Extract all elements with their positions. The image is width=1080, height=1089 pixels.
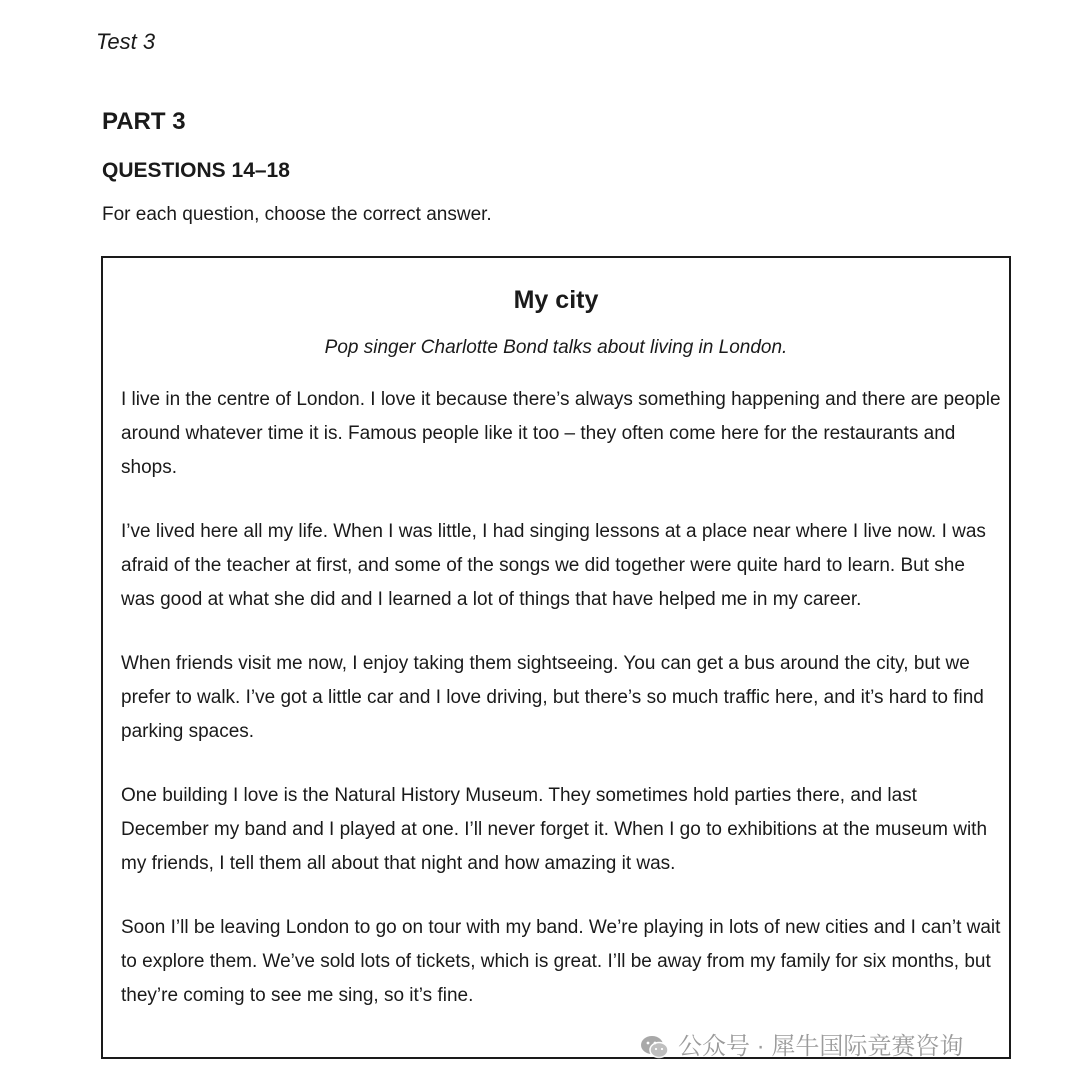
test-label: Test 3	[96, 29, 156, 54]
passage-paragraph-4: One building I love is the Natural History Museum. They sometimes hold parties there, and last December my band and I played at one. I’ll never forget it. When I go to exhibitions at the museum with my friends, I tell them all about that night and how amazing it was.	[121, 785, 988, 874]
passage-paragraph-1: I live in the centre of London. I love it because there’s always something happening and there are people around whatever time it is. Famous people like it too – they often come here for the restaurants and shops.	[121, 389, 1001, 478]
passage-paragraph-2: I’ve lived here all my life. When I was little, I had singing lessons at a place near where I live now. I was afraid of the teacher at first, and some of the songs we did together were quite hard to learn. But she was good at what she did and I learned a lot of things that have helped me in my career.	[121, 521, 986, 610]
watermark	[640, 1027, 963, 1067]
passage-title: My city	[513, 286, 599, 314]
wechat-icon	[640, 1034, 670, 1060]
questions-title: QUESTIONS 14–18	[102, 159, 290, 182]
passage-paragraph-5: Soon I’ll be leaving London to go on tour with my band. We’re playing in lots of new cities and I can’t wait to explore them. We’ve sold lots of tickets, which is great. I’ll be away from my family for six months, but they’re coming to see me sing, so it’s fine.	[121, 917, 1001, 1006]
passage-body	[121, 383, 1001, 1043]
watermark-text: 公众号 · 犀牛国际竞赛咨询	[678, 1033, 964, 1060]
passage-paragraph-3: When friends visit me now, I enjoy taking them sightseeing. You can get a bus around the city, but we prefer to walk. I’ve got a little car and I love driving, but there’s so much traffic here, and it’s hard to find parking spaces.	[121, 653, 984, 742]
passage-box	[101, 256, 1011, 1059]
passage-subtitle: Pop singer Charlotte Bond talks about living in London.	[324, 337, 788, 358]
part-title: PART 3	[102, 108, 186, 135]
instruction-text: For each question, choose the correct answer.	[102, 204, 492, 225]
